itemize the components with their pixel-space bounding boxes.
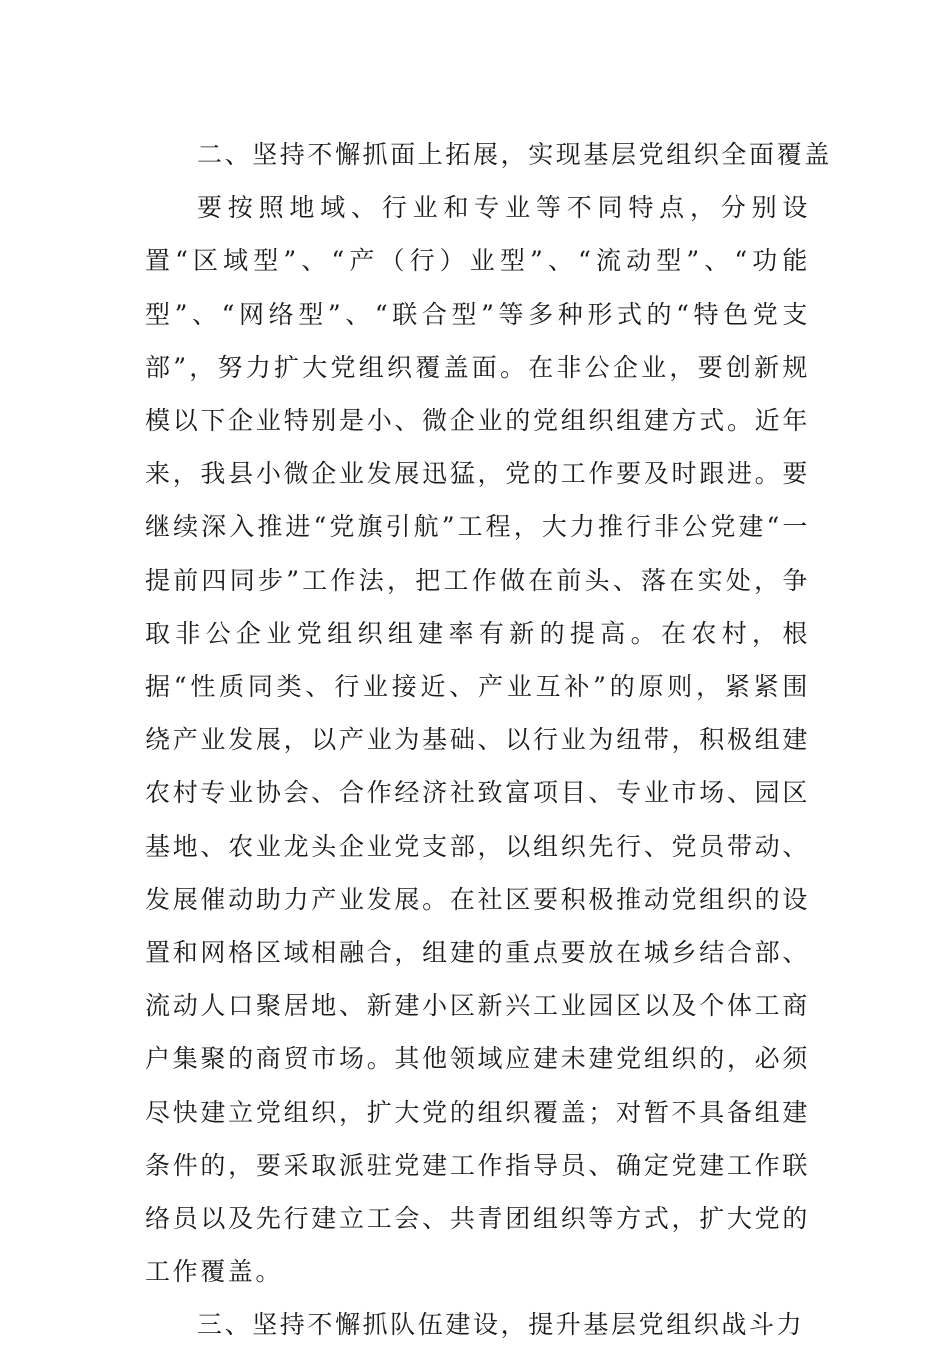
document-body: [145, 128, 832, 1352]
section-heading-2: 二、坚持不懈抓面上拓展，实现基层党组织全面覆盖: [197, 140, 832, 169]
section-heading-3: 三、坚持不懈抓队伍建设，提升基层党组织战斗力: [197, 1310, 805, 1340]
body-paragraph: 要按照地域、行业和专业等不同特点，分别设置“区域型”、“产（行）业型”、“流动型”、“功能型”、“网络型”、“联合型”等多种形式的“特色党支部”，努力扩大党组织覆盖面。在非公企业，要创新规模以下企业特别是小、微企业的党组织组建方式。近年来，我县小微企业发展迅猛，党的工作要及时跟进。要继续深入推进“党旗引航”工程，大力推行非公党建“一提前四同步”工作法，把工作做在前头、落在实处，争取非公企业党组织组建率有新的提高。在农村，根据“性质同类、行业接近、产业互补”的原则，紧紧围绕产业发展，以产业为基础、以行业为纽带，积极组建农村专业协会、合作经济社致富项目、专业市场、园区基地、农业龙头企业党支部，以组织先行、党员带动、发展催动助力产业发展。在社区要积极推动党组织的设置和网格区域相融合，组建的重点要放在城乡结合部、流动人口聚居地、新建小区新兴工业园区以及个体工商户集聚的商贸市场。其他领域应建未建党组织的，必须尽快建立党组织，扩大党的组织覆盖；对暂不具备组建条件的，要采取派驻党建工作指导员、确定党建工作联络员以及先行建立工会、共青团组织等方式，扩大党的工作覆盖。: [145, 193, 810, 1287]
